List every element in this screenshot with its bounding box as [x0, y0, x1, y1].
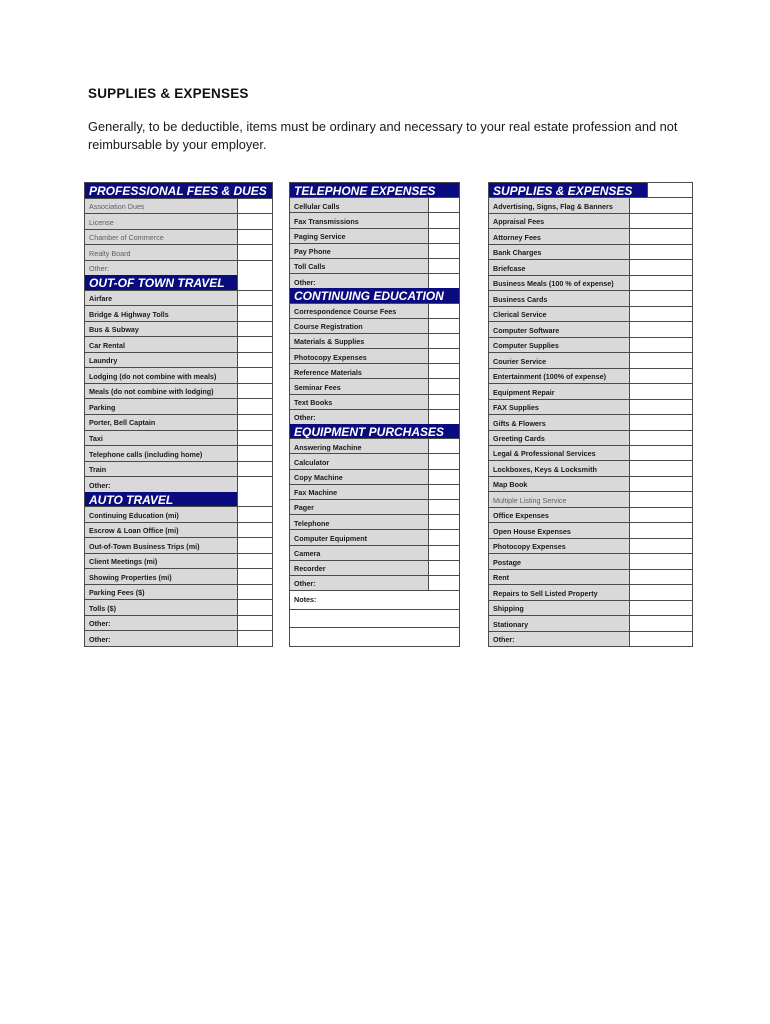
expense-label: Greeting Cards [489, 431, 630, 445]
expense-label: Courier Service [489, 353, 630, 367]
section-title: TELEPHONE EXPENSES [290, 183, 459, 197]
expense-row [85, 506, 272, 522]
expense-row [290, 394, 459, 409]
amount-cell[interactable] [429, 379, 459, 393]
amount-cell[interactable] [630, 570, 692, 584]
expense-label: Escrow & Loan Office (mi) [85, 523, 238, 538]
expense-label: Equipment Repair [489, 384, 630, 398]
expense-label: Train [85, 462, 238, 477]
expense-row [489, 259, 692, 274]
expense-row [85, 599, 272, 615]
expense-row [290, 499, 459, 514]
expense-label: Continuing Education (mi) [85, 507, 238, 522]
amount-cell[interactable] [238, 554, 272, 569]
expense-label: Pay Phone [290, 244, 429, 258]
expense-label: Other: [489, 632, 630, 646]
amount-cell[interactable] [630, 369, 692, 383]
expense-label: Bridge & Highway Tolls [85, 306, 238, 321]
expense-row [489, 290, 692, 305]
amount-cell[interactable] [429, 304, 459, 318]
expense-row [85, 414, 272, 430]
amount-cell[interactable] [630, 415, 692, 429]
expense-label: Map Book [489, 477, 630, 491]
amount-cell[interactable] [429, 229, 459, 243]
amount-cell[interactable] [630, 632, 692, 646]
amount-cell[interactable] [630, 245, 692, 259]
section-header [489, 183, 692, 197]
expense-row [85, 537, 272, 553]
expense-row [290, 273, 459, 288]
expense-row [85, 290, 272, 306]
expense-row [85, 445, 272, 461]
expense-row [290, 348, 459, 363]
expense-label: Airfare [85, 291, 238, 306]
expense-label: Laundry [85, 353, 238, 368]
amount-cell[interactable] [238, 616, 272, 631]
expense-row [489, 430, 692, 445]
expense-label: Appraisal Fees [489, 214, 630, 228]
expense-row [85, 213, 272, 229]
amount-cell[interactable] [429, 576, 459, 590]
amount-cell[interactable] [429, 274, 459, 288]
expense-row [489, 522, 692, 537]
amount-cell[interactable] [429, 561, 459, 575]
section-header [85, 183, 272, 198]
amount-cell[interactable] [429, 319, 459, 333]
amount-cell[interactable] [429, 454, 459, 468]
amount-cell[interactable] [238, 275, 272, 290]
expense-row [489, 538, 692, 553]
expense-label: Multiple Listing Service [489, 492, 630, 506]
expense-row [489, 507, 692, 522]
amount-cell[interactable] [630, 508, 692, 522]
amount-cell[interactable] [648, 183, 692, 197]
expense-label: Seminar Fees [290, 379, 429, 393]
expense-label: Tolls ($) [85, 600, 238, 615]
expense-label: Car Rental [85, 337, 238, 352]
expense-row [85, 461, 272, 477]
amount-cell[interactable] [238, 337, 272, 352]
amount-cell[interactable] [238, 230, 272, 245]
expense-label: FAX Supplies [489, 400, 630, 414]
amount-cell[interactable] [429, 349, 459, 363]
amount-cell[interactable] [238, 507, 272, 522]
expense-label: Briefcase [489, 260, 630, 274]
amount-cell[interactable] [630, 492, 692, 506]
amount-cell[interactable] [429, 259, 459, 273]
amount-cell[interactable] [429, 500, 459, 514]
amount-cell[interactable] [429, 395, 459, 409]
amount-cell[interactable] [238, 600, 272, 615]
notes-row[interactable]: Notes: [290, 590, 459, 609]
amount-cell[interactable] [238, 384, 272, 399]
expense-row [489, 321, 692, 336]
expense-row [85, 229, 272, 245]
expense-row [290, 318, 459, 333]
section-header [85, 275, 272, 290]
amount-cell[interactable] [630, 214, 692, 228]
expense-label: Parking Fees ($) [85, 585, 238, 600]
amount-cell[interactable] [238, 585, 272, 600]
amount-cell[interactable] [630, 446, 692, 460]
amount-cell[interactable] [630, 198, 692, 212]
expense-label: Showing Properties (mi) [85, 569, 238, 584]
expense-row [489, 399, 692, 414]
expense-label: Out-of-Town Business Trips (mi) [85, 538, 238, 553]
expense-label: Chamber of Commerce [85, 230, 238, 245]
expense-label: Entertainment (100% of expense) [489, 369, 630, 383]
amount-cell[interactable] [429, 213, 459, 227]
expense-row [290, 453, 459, 468]
amount-cell[interactable] [630, 616, 692, 630]
expense-label: Gifts & Flowers [489, 415, 630, 429]
expense-row [290, 469, 459, 484]
amount-cell[interactable] [238, 353, 272, 368]
expense-row [290, 560, 459, 575]
expense-row [489, 615, 692, 630]
amount-cell[interactable] [429, 364, 459, 378]
expense-label: Advertising, Signs, Flag & Banners [489, 198, 630, 212]
amount-cell[interactable] [238, 462, 272, 477]
amount-cell[interactable] [238, 431, 272, 446]
expense-label: Bus & Subway [85, 322, 238, 337]
amount-cell[interactable] [238, 291, 272, 306]
amount-cell[interactable] [429, 470, 459, 484]
amount-cell[interactable] [630, 260, 692, 274]
expense-label: Clerical Service [489, 307, 630, 321]
expense-row [290, 409, 459, 424]
expense-label: Client Meetings (mi) [85, 554, 238, 569]
amount-cell[interactable] [238, 538, 272, 553]
expense-label: Other: [85, 261, 238, 276]
expense-row [489, 569, 692, 584]
amount-cell[interactable] [429, 410, 459, 424]
amount-cell[interactable] [238, 446, 272, 461]
section-title: EQUIPMENT PURCHASES [290, 424, 459, 438]
expense-row [85, 244, 272, 260]
expense-row [290, 484, 459, 499]
expense-row [85, 260, 272, 276]
amount-cell[interactable] [630, 431, 692, 445]
amount-cell[interactable] [630, 523, 692, 537]
amount-cell[interactable] [238, 569, 272, 584]
expense-row [290, 438, 459, 453]
expense-row [290, 243, 459, 258]
section-header [290, 288, 459, 302]
amount-cell[interactable] [630, 307, 692, 321]
expense-row [290, 197, 459, 212]
amount-cell[interactable] [238, 306, 272, 321]
expense-row [290, 212, 459, 227]
expense-row [85, 198, 272, 214]
amount-cell[interactable] [429, 515, 459, 529]
intro-paragraph: Generally, to be deductible, items must be ordinary and necessary to your real estate profession and not reimbursable by your employer. [88, 119, 678, 153]
amount-cell[interactable] [630, 554, 692, 568]
amount-cell[interactable] [238, 477, 272, 492]
section-title: AUTO TRAVEL [85, 492, 238, 507]
expense-row [290, 545, 459, 560]
expense-row [85, 367, 272, 383]
expense-label: Cellular Calls [290, 198, 429, 212]
amount-cell[interactable] [630, 338, 692, 352]
expense-label: Office Expenses [489, 508, 630, 522]
amount-cell[interactable] [630, 400, 692, 414]
expense-label: Telephone calls (including home) [85, 446, 238, 461]
amount-cell[interactable] [429, 439, 459, 453]
blank-row[interactable] [290, 609, 459, 628]
amount-cell[interactable] [238, 399, 272, 414]
expense-row [489, 445, 692, 460]
expense-row [489, 553, 692, 568]
expense-label: Reference Materials [290, 364, 429, 378]
expense-row [85, 476, 272, 492]
section-header [290, 183, 459, 197]
amount-cell[interactable] [630, 539, 692, 553]
section-title: OUT-OF TOWN TRAVEL [85, 275, 238, 290]
expense-row [290, 258, 459, 273]
expense-label: Copy Machine [290, 470, 429, 484]
amount-cell[interactable] [630, 601, 692, 615]
expense-row [489, 228, 692, 243]
expense-label: License [85, 214, 238, 229]
expense-label: Calculator [290, 454, 429, 468]
expense-label: Answering Machine [290, 439, 429, 453]
amount-cell[interactable] [630, 384, 692, 398]
expense-worksheet [84, 182, 693, 647]
amount-cell[interactable] [630, 353, 692, 367]
amount-cell[interactable] [630, 461, 692, 475]
expense-label: Pager [290, 500, 429, 514]
expense-label: Porter, Bell Captain [85, 415, 238, 430]
expense-label: Rent [489, 570, 630, 584]
expense-row [489, 491, 692, 506]
worksheet-column-3 [488, 182, 693, 647]
expense-label: Business Cards [489, 291, 630, 305]
expense-row [489, 244, 692, 259]
amount-cell[interactable] [429, 244, 459, 258]
expense-label: Telephone [290, 515, 429, 529]
expense-label: Other: [85, 631, 238, 646]
expense-label: Computer Software [489, 322, 630, 336]
amount-cell[interactable] [630, 229, 692, 243]
amount-cell[interactable] [238, 523, 272, 538]
expense-row [85, 321, 272, 337]
amount-cell[interactable] [630, 477, 692, 491]
expense-label: Computer Supplies [489, 338, 630, 352]
amount-cell[interactable] [238, 415, 272, 430]
expense-label: Meals (do not combine with lodging) [85, 384, 238, 399]
worksheet-column-1 [84, 182, 273, 647]
expense-row [489, 584, 692, 599]
expense-label: Other: [85, 616, 238, 631]
expense-row [290, 363, 459, 378]
expense-label: Camera [290, 546, 429, 560]
expense-label: Recorder [290, 561, 429, 575]
expense-row [290, 333, 459, 348]
blank-row[interactable] [290, 627, 459, 646]
expense-row [290, 529, 459, 544]
expense-row [85, 430, 272, 446]
amount-cell[interactable] [630, 291, 692, 305]
amount-cell[interactable] [429, 485, 459, 499]
expense-row [85, 568, 272, 584]
page-title: SUPPLIES & EXPENSES [88, 86, 249, 101]
amount-cell[interactable] [429, 546, 459, 560]
expense-row [489, 306, 692, 321]
expense-label: Shipping [489, 601, 630, 615]
expense-label: Postage [489, 554, 630, 568]
expense-row [489, 383, 692, 398]
expense-row [85, 352, 272, 368]
expense-row [489, 476, 692, 491]
expense-row [290, 514, 459, 529]
expense-row [85, 383, 272, 399]
section-header [290, 424, 459, 438]
amount-cell[interactable] [238, 322, 272, 337]
section-title: PROFESSIONAL FEES & DUES [85, 183, 272, 198]
expense-row [85, 615, 272, 631]
expense-label: Other: [290, 576, 429, 590]
expense-label: Association Dues [85, 199, 238, 214]
expense-row [489, 368, 692, 383]
section-title: SUPPLIES & EXPENSES [489, 183, 648, 197]
expense-label: Attorney Fees [489, 229, 630, 243]
expense-label: Fax Machine [290, 485, 429, 499]
expense-label: Materials & Supplies [290, 334, 429, 348]
expense-row [85, 398, 272, 414]
amount-cell[interactable] [429, 530, 459, 544]
expense-row [85, 305, 272, 321]
expense-label: Lockboxes, Keys & Locksmith [489, 461, 630, 475]
section-title: CONTINUING EDUCATION [290, 288, 459, 302]
expense-label: Paging Service [290, 229, 429, 243]
expense-label: Toll Calls [290, 259, 429, 273]
worksheet-column-2 [289, 182, 460, 647]
amount-cell[interactable] [238, 245, 272, 260]
expense-row [489, 352, 692, 367]
expense-label: Other: [290, 410, 429, 424]
expense-label: Business Meals (100 % of expense) [489, 276, 630, 290]
expense-row [489, 460, 692, 475]
expense-label: Stationary [489, 616, 630, 630]
expense-row [489, 213, 692, 228]
expense-row [290, 575, 459, 590]
expense-label: Correspondence Course Fees [290, 304, 429, 318]
expense-label: Open House Expenses [489, 523, 630, 537]
amount-cell[interactable] [238, 199, 272, 214]
expense-row [489, 600, 692, 615]
expense-label: Photocopy Expenses [489, 539, 630, 553]
amount-cell[interactable] [429, 198, 459, 212]
expense-row [290, 378, 459, 393]
amount-cell[interactable] [238, 368, 272, 383]
expense-row [290, 228, 459, 243]
expense-label: Legal & Professional Services [489, 446, 630, 460]
expense-row [85, 630, 272, 646]
expense-label: Fax Transmissions [290, 213, 429, 227]
expense-label: Course Registration [290, 319, 429, 333]
expense-row [290, 303, 459, 318]
expense-label: Lodging (do not combine with meals) [85, 368, 238, 383]
amount-cell[interactable] [429, 334, 459, 348]
expense-label: Taxi [85, 431, 238, 446]
expense-row [489, 197, 692, 212]
expense-label: Text Books [290, 395, 429, 409]
expense-label: Computer Equipment [290, 530, 429, 544]
amount-cell[interactable] [238, 492, 272, 507]
amount-cell[interactable] [630, 276, 692, 290]
expense-label: Bank Charges [489, 245, 630, 259]
amount-cell[interactable] [630, 322, 692, 336]
expense-label: Other: [290, 274, 429, 288]
expense-row [489, 337, 692, 352]
expense-row [489, 631, 692, 646]
expense-label: Realty Board [85, 245, 238, 260]
expense-label: Repairs to Sell Listed Property [489, 585, 630, 599]
expense-label: Parking [85, 399, 238, 414]
amount-cell[interactable] [630, 585, 692, 599]
expense-row [489, 414, 692, 429]
expense-row [85, 553, 272, 569]
amount-cell[interactable] [238, 261, 272, 276]
expense-row [85, 336, 272, 352]
amount-cell[interactable] [238, 214, 272, 229]
expense-row [489, 275, 692, 290]
expense-label: Other: [85, 477, 238, 492]
expense-row [85, 584, 272, 600]
amount-cell[interactable] [238, 631, 272, 646]
expense-row [85, 522, 272, 538]
section-header [85, 492, 272, 507]
expense-label: Photocopy Expenses [290, 349, 429, 363]
